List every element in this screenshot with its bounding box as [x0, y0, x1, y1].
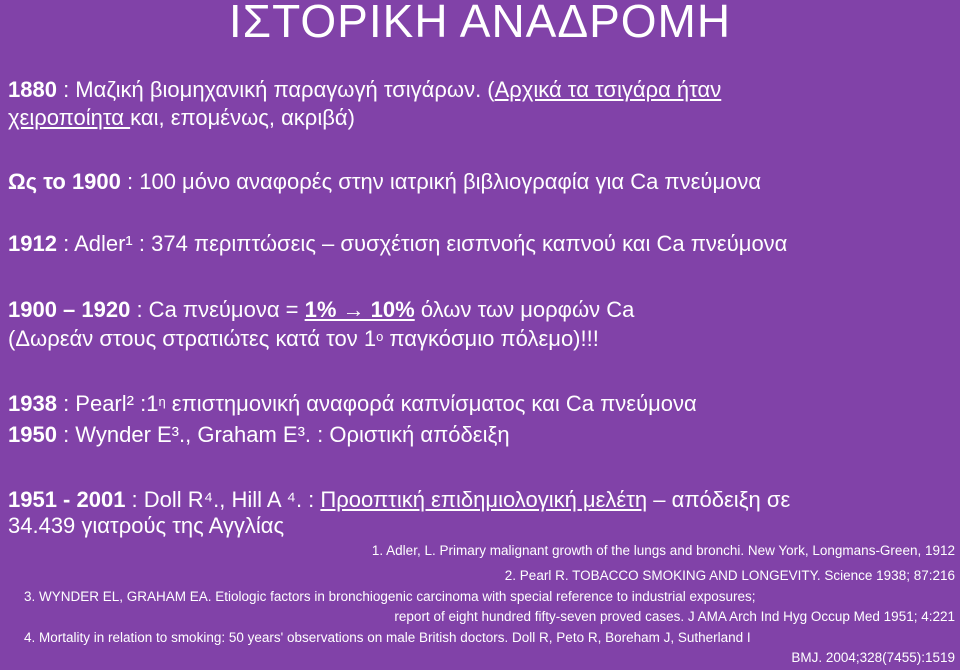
- item-1900-bold: Ως το 1900: [8, 169, 121, 194]
- item-1950-bold: 1950: [8, 422, 57, 447]
- item-1920-line2: [8, 325, 599, 353]
- item-1938-text: : Pearl² :1: [56, 391, 159, 416]
- item-1912-text: : Adler¹ : 374 περιπτώσεις – συσχέτιση εισπνοής καπνού και Ca πνεύμονα: [56, 231, 788, 256]
- item-1938-bold: 1938: [8, 391, 57, 416]
- reference-4-line1: 4. Mortality in relation to smoking: 50 years' observations on male British doctors. Doll R, Peto R, Boreham J, Sutherland I: [24, 630, 751, 645]
- reference-3-line1: 3. WYNDER EL, GRAHAM EA. Etiologic factors in bronchiogenic carcinoma with special reference to industrial exposures;: [24, 589, 756, 604]
- item-1880-line2-rest: και, επομένως, ακριβά): [130, 105, 355, 130]
- item-1938-sup: η: [158, 394, 166, 409]
- item-1950-text: : Wynder E³., Graham E³. : Οριστική απόδειξη: [56, 422, 510, 447]
- item-1951-bold: 1951 - 2001: [8, 487, 126, 512]
- item-1951-underlined: Προοπτική επιδημιολογική μελέτη: [320, 487, 648, 512]
- item-1951-rest: – απόδειξη σε: [647, 487, 791, 512]
- item-1920-rest: όλων των μορφών Ca: [414, 297, 635, 322]
- item-1900: [8, 168, 761, 196]
- item-1950: [8, 421, 510, 449]
- item-1900-text: : 100 μόνο αναφορές στην ιατρική βιβλιογραφία για Ca πνεύμονα: [120, 169, 762, 194]
- item-1880-underlined: Αρχικά τα τσιγάρα ήταν: [494, 77, 722, 102]
- reference-2: 2. Pearl R. TOBACCO SMOKING AND LONGEVITY. Science 1938; 87:216: [504, 568, 955, 583]
- item-1880-line1: [8, 76, 721, 104]
- item-1951-line1: [8, 486, 790, 514]
- reference-4-line2: BMJ. 2004;328(7455):1519: [791, 650, 955, 665]
- reference-3-line2: report of eight hundred fifty-seven proved cases. J AMA Arch Ind Hyg Occup Med 1951; 4:221: [394, 609, 955, 624]
- item-1920-pct: 1% → 10%: [304, 297, 415, 322]
- item-1912-bold: 1912: [8, 231, 57, 256]
- item-1880-year: 1880: [8, 77, 57, 102]
- item-1938-rest: επιστημονική αναφορά καπνίσματος και Ca πνεύμονα: [165, 391, 697, 416]
- item-1912: [8, 230, 787, 258]
- item-1920-line1: [8, 296, 634, 324]
- item-1880-line2-underlined: χειροποίητα: [8, 105, 131, 130]
- page-title: ΙΣΤΟΡΙΚΗ ΑΝΑΔΡΟΜΗ: [228, 0, 732, 47]
- item-1880-text: : Μαζική βιομηχανική παραγωγή τσιγάρων. (: [56, 77, 495, 102]
- item-1920-line2a: (Δωρεάν στους στρατιώτες κατά τον 1: [8, 326, 377, 351]
- item-1938: [8, 390, 697, 418]
- item-1880-line2: [8, 104, 355, 132]
- item-1951-text: : Doll R⁴., Hill A ⁴. :: [125, 487, 321, 512]
- item-1920-bold: 1900 – 1920: [8, 297, 131, 322]
- item-1920-line2b: παγκόσμιο πόλεμο)!!!: [383, 326, 599, 351]
- reference-1: 1. Adler, L. Primary malignant growth of the lungs and bronchi. New York, Longmans-Green, 1912: [371, 543, 955, 558]
- item-1920-text: : Ca πνεύμονα =: [130, 297, 305, 322]
- item-1920-line2-sup: ο: [376, 329, 384, 344]
- item-1951-line2: 34.439 γιατρούς της Αγγλίας: [8, 513, 285, 538]
